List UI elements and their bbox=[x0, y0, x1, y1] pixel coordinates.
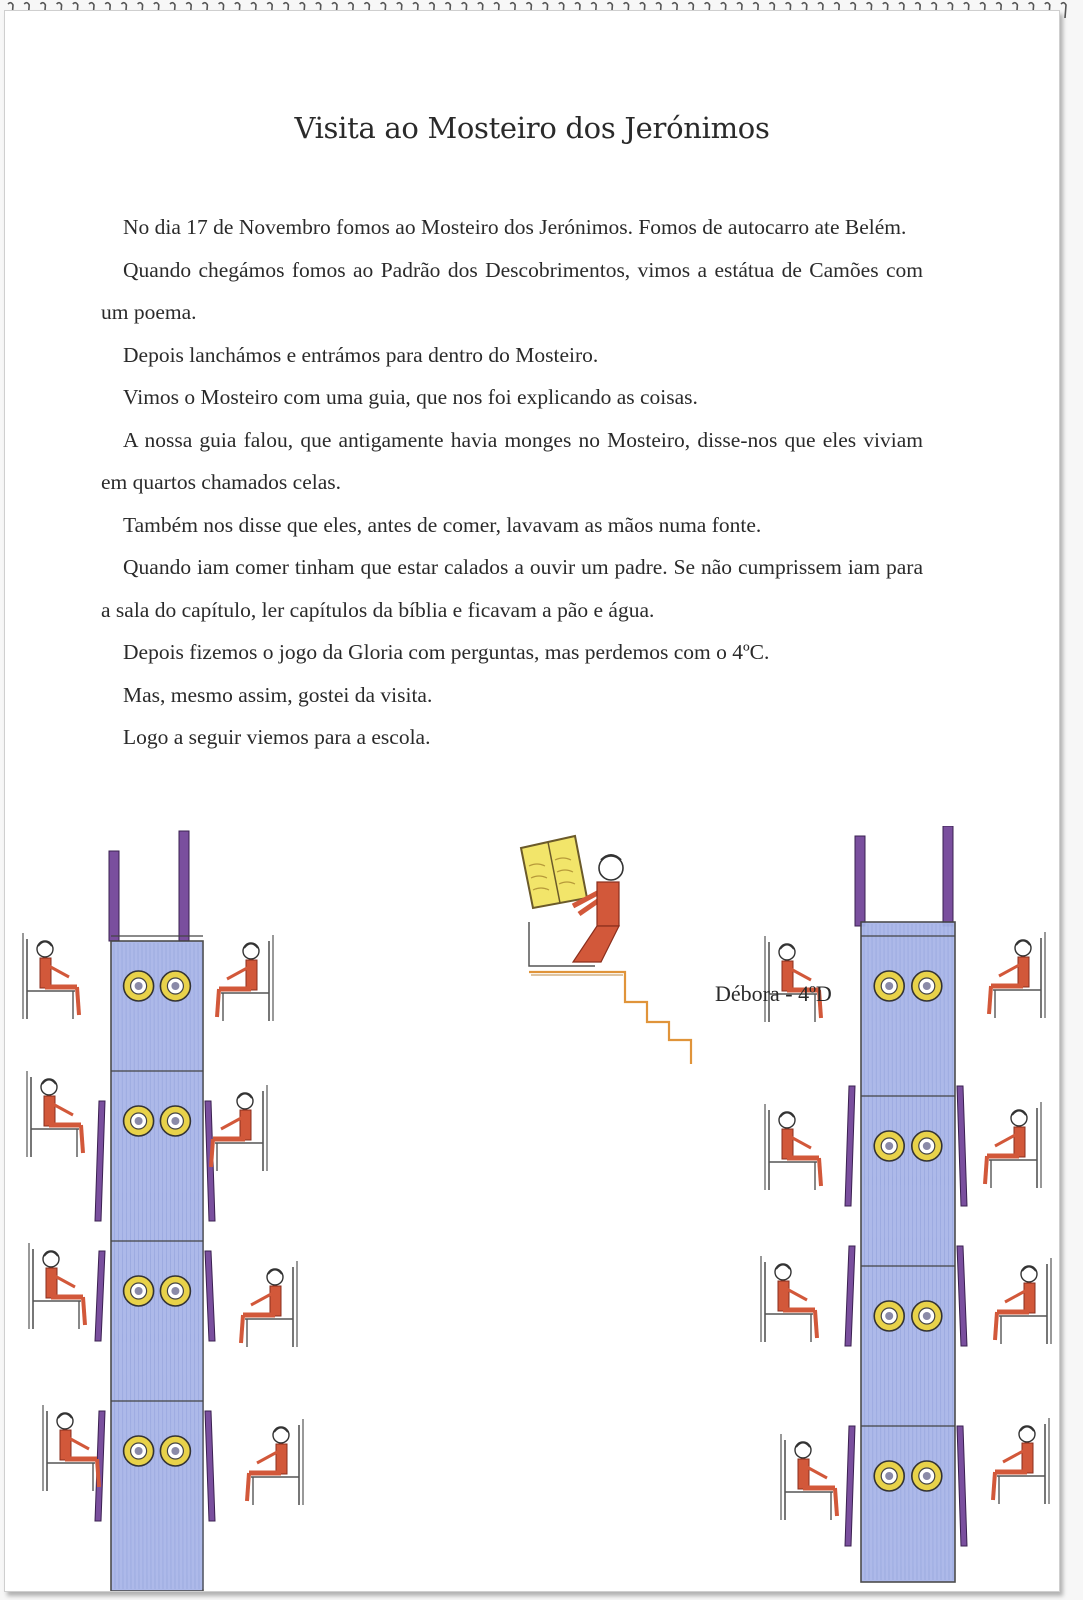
paragraph: Depois lanchámos e entrámos para dentro do Mosteiro. bbox=[123, 342, 599, 367]
paragraph: Vimos o Mosteiro com uma guia, que nos foi explicando as coisas. bbox=[123, 385, 698, 409]
signature: Débora - 4ºD bbox=[715, 981, 832, 1006]
paragraph: No dia 17 de Novembro fomos ao Mosteiro dos Jerónimos. Fomos de autocarro ate Belém. bbox=[123, 215, 907, 239]
paragraph: Também nos disse que eles, antes de comer, lavavam as mãos numa fonte. bbox=[123, 512, 762, 537]
document-page bbox=[4, 10, 1060, 1592]
paragraph: Logo a seguir viemos para a escola. bbox=[123, 725, 431, 749]
page-title: Visita ao Mosteiro dos Jerónimos bbox=[294, 111, 770, 145]
left-refectory-drawing bbox=[19, 821, 319, 1591]
right-refectory-drawing bbox=[757, 826, 1059, 1591]
paragraph: A nossa guia falou, que antigamente havia monges no Mosteiro, disse-nos que eles viviam em quartos chamados celas. bbox=[101, 427, 923, 494]
paragraph: Mas, mesmo assim, gostei da visita. bbox=[123, 682, 433, 707]
paragraph: Quando iam comer tinham que estar calados a ouvir um padre. Se não cumprissem iam para a sala do capítulo, ler capítulos da bíblia e ficavam a pão e água. bbox=[101, 555, 923, 622]
paragraph: Depois fizemos o jogo da Gloria com perguntas, mas perdemos com o 4ºC. bbox=[123, 640, 770, 664]
book-icon bbox=[521, 836, 587, 908]
reader-with-book-drawing bbox=[515, 826, 715, 1071]
spiral-coil bbox=[1061, 3, 1066, 18]
paragraph: Quando chegámos fomos ao Padrão dos Descobrimentos, vimos a estátua de Camões com um poema. bbox=[101, 257, 923, 324]
story-body bbox=[101, 206, 923, 759]
